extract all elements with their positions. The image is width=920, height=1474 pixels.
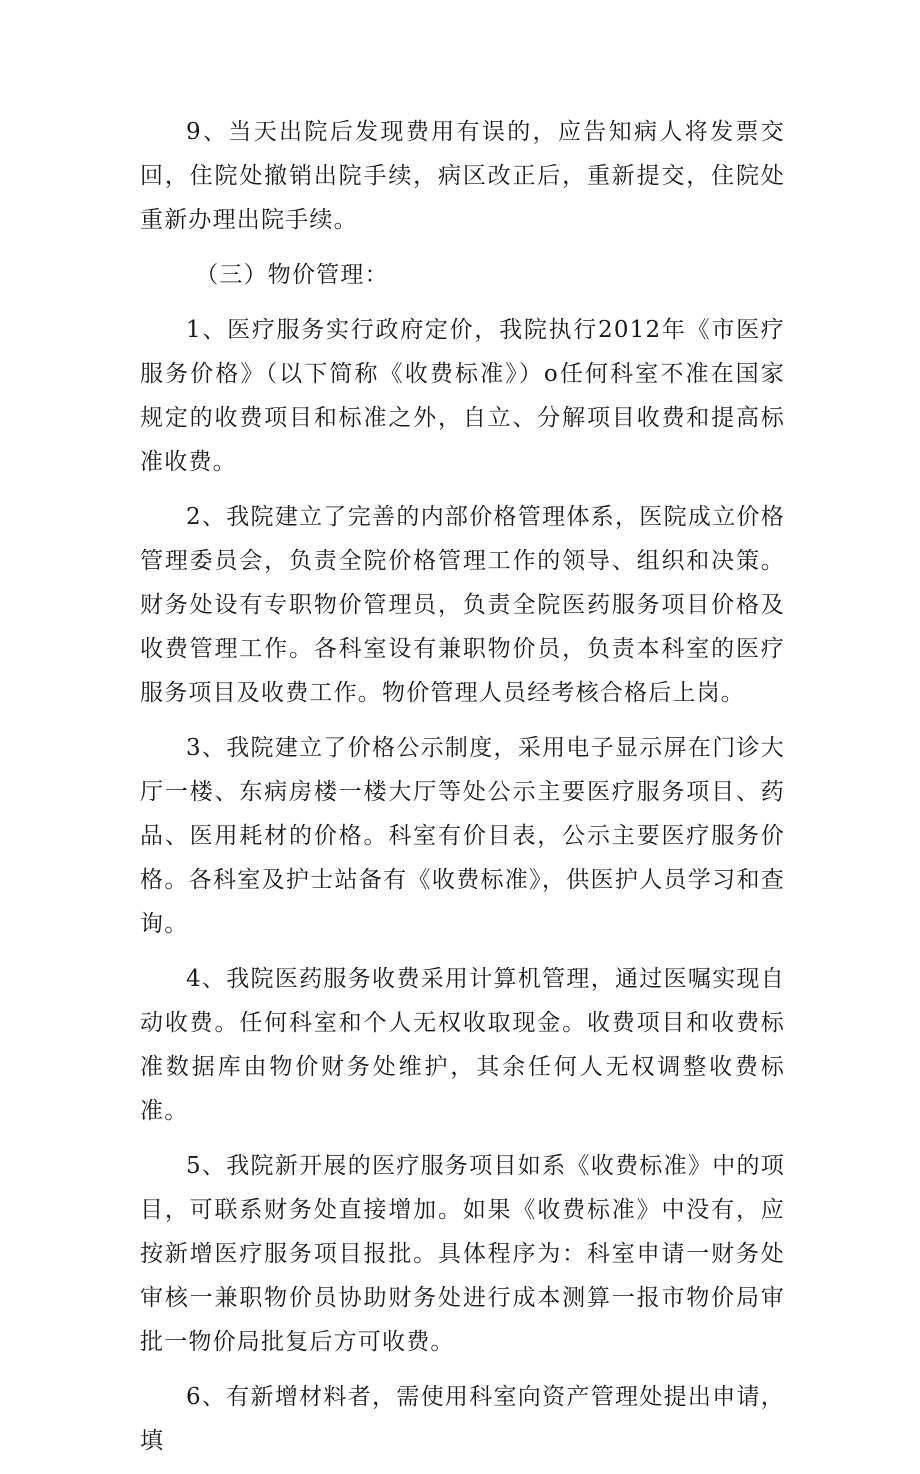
- paragraph-item-5: 5、我院新开展的医疗服务项目如系《收费标准》中的项目，可联系财务处直接增加。如果《收费标准》中没有，应按新增医疗服务项目报批。具体程序为：科室申请一财务处审核一兼职物价员协助财务处进行成本测算一报市物价局审批一物价局批复后方可收费。: [140, 1153, 785, 1355]
- paragraph-item-6: 6、有新增材料者，需使用科室向资产管理处提出申请，填: [140, 1384, 785, 1454]
- document-body: [140, 110, 785, 1474]
- paragraph-item-1: 1、医疗服务实行政府定价，我院执行2012年《市医疗服务价格》（以下简称《收费标准》）o任何科室不准在国家规定的收费项目和标准之外，自立、分解项目收费和提高标准收费。: [140, 317, 785, 475]
- section-heading-price-management: （三）物价管理：: [195, 262, 389, 288]
- paragraph-item-2: 2、我院建立了完善的内部价格管理体系，医院成立价格管理委员会，负责全院价格管理工作的领导、组织和决策。财务处设有专职物价管理员，负责全院医药服务项目价格及收费管理工作。各科室设有兼职物价员，负责本科室的医疗服务项目及收费工作。物价管理人员经考核合格后上岗。: [140, 504, 785, 706]
- paragraph-item-4: 4、我院医药服务收费采用计算机管理，通过医嘱实现自动收费。任何科室和个人无权收取现金。收费项目和收费标准数据库由物价财务处维护，其余任何人无权调整收费标准。: [140, 966, 785, 1124]
- paragraph-9: 9、当天出院后发现费用有误的，应告知病人将发票交回，住院处撤销出院手续，病区改正后，重新提交，住院处重新办理出院手续。: [140, 119, 785, 233]
- paragraph-item-3: 3、我院建立了价格公示制度，采用电子显示屏在门诊大厅一楼、东病房楼一楼大厅等处公示主要医疗服务项目、药品、医用耗材的价格。科室有价目表，公示主要医疗服务价格。各科室及护士站备有《收费标准》，供医护人员学习和查询。: [140, 735, 785, 937]
